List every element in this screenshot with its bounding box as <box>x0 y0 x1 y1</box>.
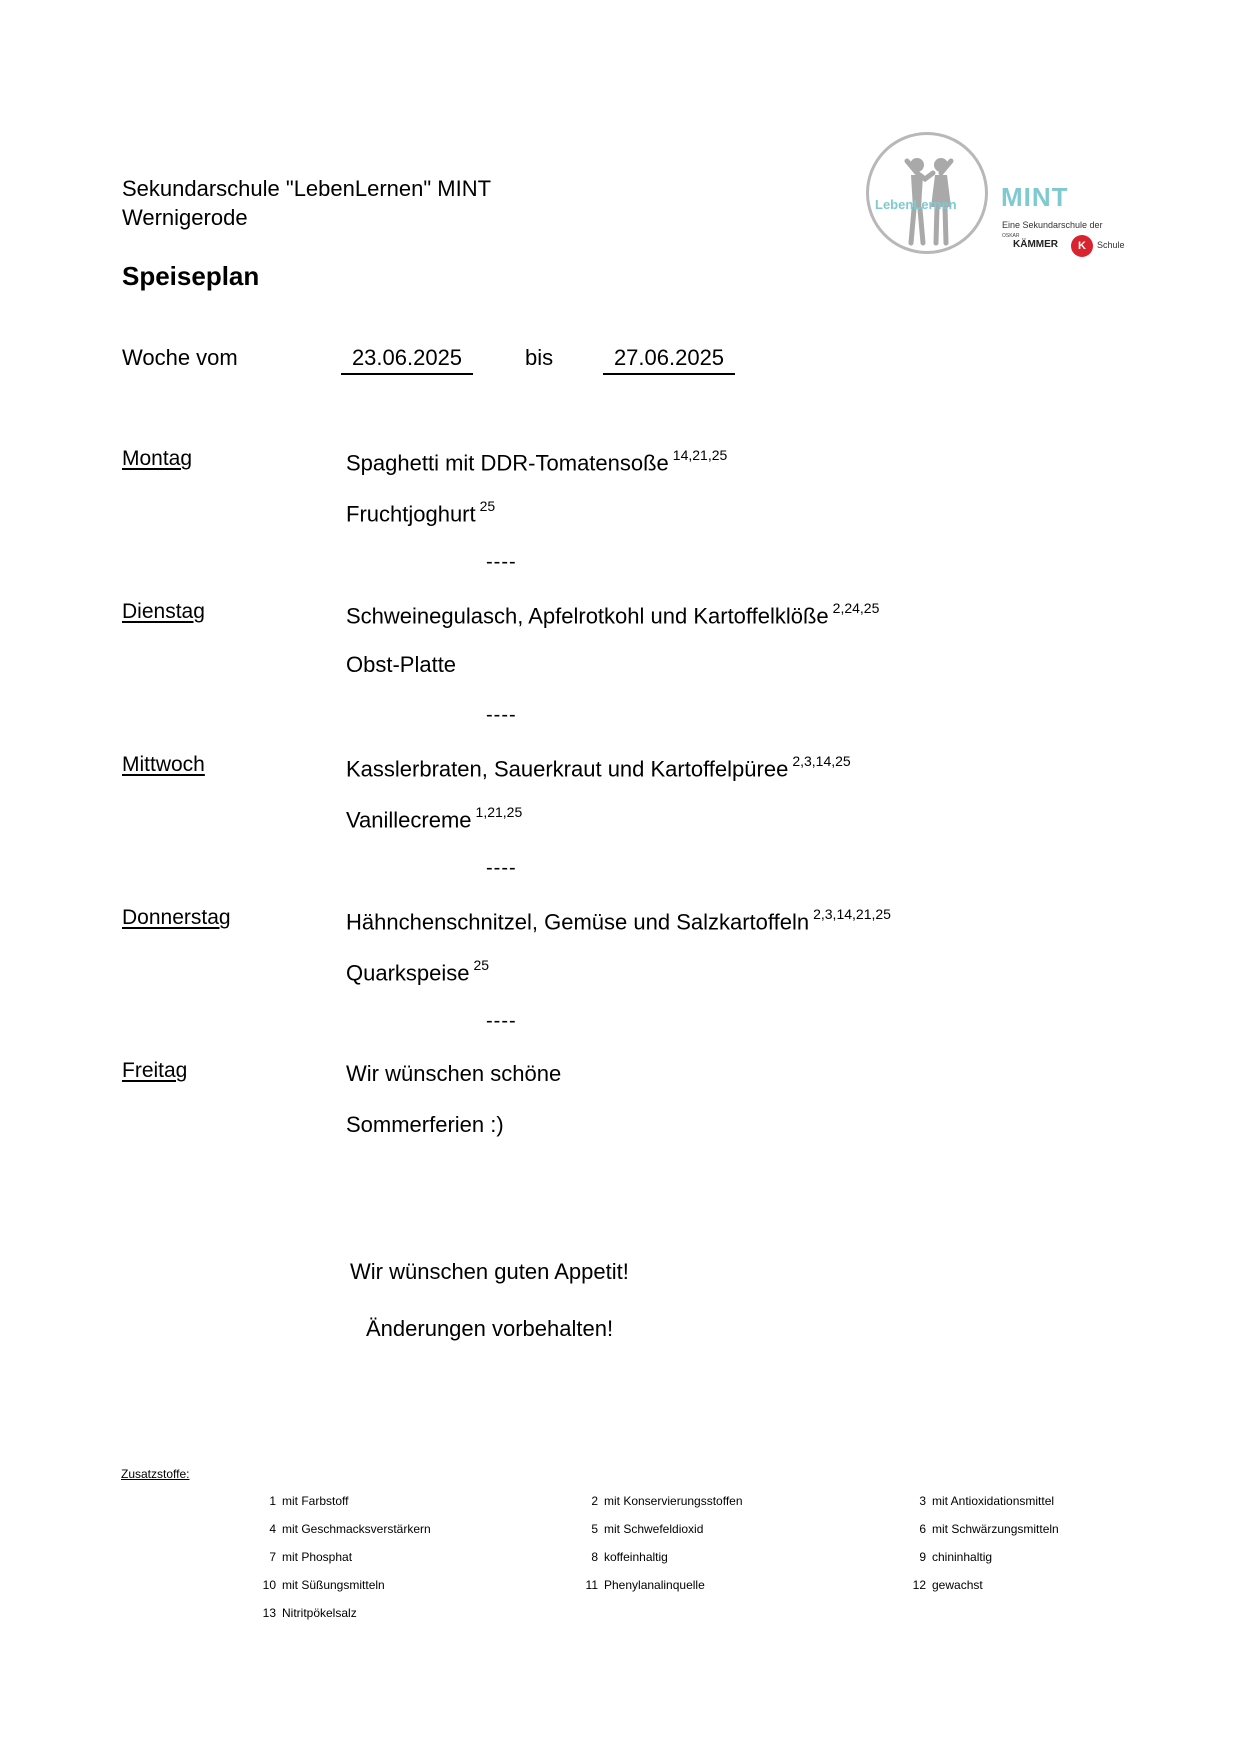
legend-item: 7 mit Phosphat <box>269 1550 353 1564</box>
logo-subtitle: Eine Sekundarschule der <box>1002 220 1103 230</box>
closing-changes: Änderungen vorbehalten! <box>366 1316 614 1341</box>
legend-item: 6 mit Schwärzungsmitteln <box>919 1522 1059 1536</box>
logo-circle <box>866 132 988 254</box>
logo-kammer: KÄMMER <box>1013 239 1058 250</box>
dish-main: Spaghetti mit DDR-Tomatensoße $^{14,21,25}$ <box>346 447 728 476</box>
logo-word: LebenLernen <box>875 197 957 212</box>
legend-item: 8 koffeinhaltig <box>591 1550 668 1564</box>
closing-appetite: Wir wünschen guten Appetit! <box>350 1259 629 1284</box>
legend-item: 4 mit Geschmacksverstärkern <box>269 1522 431 1536</box>
dish-main: Kasslerbraten, Sauerkraut und Kartoffelpüree $^{2,3,14,25}$ <box>346 753 851 782</box>
day-label-donnerstag: Donnerstag <box>122 906 231 929</box>
dish-dessert: Sommerferien :) <box>346 1112 504 1137</box>
day-separator: ---- <box>486 857 517 879</box>
dish-main: Schweinegulasch, Apfelrotkohl und Kartoffelklöße $^{2,24,25}$ <box>346 600 880 629</box>
legend-item: 11 Phenylanalinquelle <box>585 1578 705 1592</box>
dish-dessert: Obst-Platte <box>346 652 457 677</box>
dish-main: Hähnchenschnitzel, Gemüse und Salzkartoffeln $^{2,3,14,21,25}$ <box>346 906 891 935</box>
legend-item: 13 Nitritpökelsalz <box>262 1606 357 1620</box>
additive-codes: 25 <box>479 498 496 514</box>
legend-item: 3 mit Antioxidationsmittel <box>919 1494 1055 1508</box>
day-label-freitag: Freitag <box>122 1059 188 1082</box>
dish-dessert: Quarkspeise $^{25}$ <box>346 957 490 986</box>
school-city: Wernigerode <box>122 205 248 230</box>
day-label-mittwoch: Mittwoch <box>122 753 205 776</box>
school-name: Sekundarschule "LebenLernen" MINT <box>122 176 492 201</box>
week-start-date: 23.06.2025 <box>341 345 473 375</box>
additive-codes: 2,24,25 <box>832 600 880 616</box>
week-label: Woche vom <box>122 345 238 370</box>
logo-schule: Schule <box>1097 240 1125 250</box>
additive-codes: 14,21,25 <box>672 447 728 463</box>
additive-codes: 2,3,14,25 <box>792 753 851 769</box>
week-bis-label: bis <box>525 345 554 370</box>
day-separator: ---- <box>486 704 517 726</box>
school-logo <box>866 132 1134 260</box>
legend-item: 1 mit Farbstoff <box>269 1494 349 1508</box>
legend-item: 2 mit Konservierungsstoffen <box>591 1494 743 1508</box>
dish-dessert: Vanillecreme $^{1,21,25}$ <box>346 804 523 833</box>
legend-item: 5 mit Schwefeldioxid <box>591 1522 704 1536</box>
logo-oskar: OSKAR <box>1002 233 1020 239</box>
additive-codes: 25 <box>473 957 490 973</box>
legend-item: 10 mit Süßungsmitteln <box>262 1578 385 1592</box>
dish-main: Wir wünschen schöne <box>346 1061 562 1086</box>
day-separator: ---- <box>486 1010 517 1032</box>
week-end-date: 27.06.2025 <box>603 345 735 375</box>
legend-item: 9 chininhaltig <box>919 1550 993 1564</box>
additive-codes: 2,3,14,21,25 <box>813 906 891 922</box>
legend-title: Zusatzstoffe: <box>121 1467 190 1481</box>
legend-item: 12 gewachst <box>912 1578 983 1592</box>
dish-dessert: Fruchtjoghurt $^{25}$ <box>346 498 496 527</box>
page-title: Speiseplan <box>122 261 260 291</box>
additive-codes: 1,21,25 <box>475 804 523 820</box>
day-label-montag: Montag <box>122 447 193 470</box>
day-separator: ---- <box>486 551 517 573</box>
kammer-badge-icon: K <box>1071 235 1093 257</box>
logo-mint: MINT <box>1001 182 1069 212</box>
day-label-dienstag: Dienstag <box>122 600 205 623</box>
